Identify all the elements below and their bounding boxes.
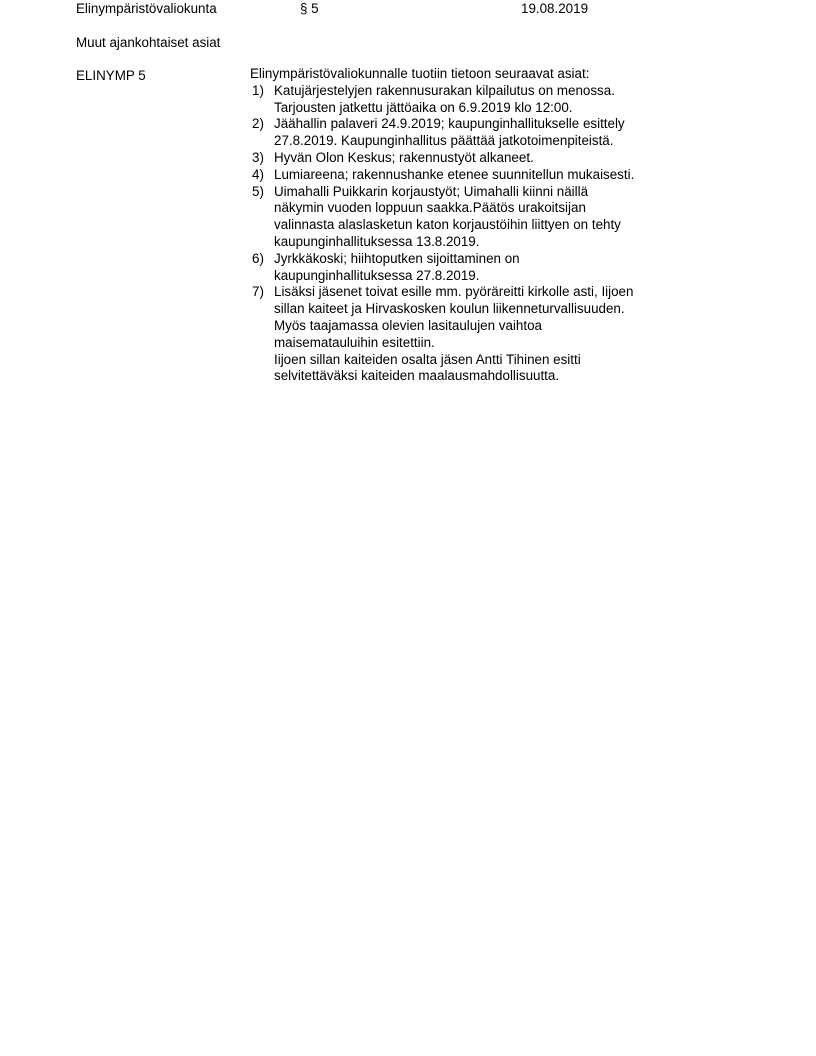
list-item	[250, 83, 690, 117]
numbered-list	[250, 83, 690, 385]
list-item-text: 27.8.2019. Kaupunginhallitus päättää jatkotoimenpiteistä.	[274, 133, 614, 149]
minutes-body	[250, 66, 690, 385]
intro-text: Elinympäristövaliokunnalle tuotiin tietoon seuraavat asiat:	[250, 66, 590, 81]
list-item-text: Jyrkkäkoski; hiihtoputken sijoittaminen on	[274, 250, 520, 266]
list-item	[250, 184, 690, 251]
list-item-number: 4)	[252, 166, 264, 182]
list-item-number: 6)	[252, 250, 264, 266]
list-item-text: Tarjousten jatkettu jättöaika on 6.9.2019 klo 12:00.	[274, 99, 573, 115]
list-item	[250, 167, 690, 184]
section-number: § 5	[300, 1, 319, 16]
list-item-text: Iijoen sillan kaiteiden osalta jäsen Antti Tihinen esitti	[274, 351, 581, 367]
list-item	[250, 150, 690, 167]
list-item-number: 3)	[252, 149, 264, 165]
meeting-date: 19.08.2019	[521, 1, 589, 16]
case-id: ELINYMP 5	[76, 68, 146, 83]
list-item-text: Uimahalli Puikkarin korjaustyöt; Uimahalli kiinni näillä	[274, 183, 589, 199]
list-item-number: 2)	[252, 116, 264, 132]
list-item-text: näkymin vuoden loppuun saakka.Päätös urakoitsijan	[274, 200, 586, 216]
list-item	[250, 116, 690, 150]
list-item-text: Hyvän Olon Keskus; rakennustyöt alkaneet.	[274, 149, 534, 165]
list-item-number: 5)	[252, 183, 264, 199]
list-item	[250, 251, 690, 285]
section-title: Muut ajankohtaiset asiat	[76, 35, 221, 50]
list-item-text: maisematauluihin esitettiin.	[274, 334, 435, 350]
list-item-text: Lisäksi jäsenet toivat esille mm. pyöräreitti kirkolle asti, Iijoen	[274, 284, 634, 300]
list-item-text: valinnasta alaslasketun katon korjaustöihin liittyen on tehty	[274, 217, 621, 233]
list-item-text: Lumiareena; rakennushanke etenee suunnitellun mukaisesti.	[274, 166, 635, 182]
list-item-text: sillan kaiteet ja Hirvaskosken koulun liikenneturvallisuuden.	[274, 301, 625, 317]
committee-name: Elinympäristövaliokunta	[76, 1, 217, 16]
list-item-text: kaupunginhallituksessa 27.8.2019.	[274, 267, 480, 283]
list-item-text: Myös taajamassa olevien lasitaulujen vaihtoa	[274, 317, 542, 333]
list-item-text: Jäähallin palaveri 24.9.2019; kaupunginhallitukselle esittely	[274, 116, 625, 132]
list-item-number: 1)	[252, 82, 264, 98]
list-item-text: kaupunginhallituksessa 13.8.2019.	[274, 233, 480, 249]
list-item-text: Katujärjestelyjen rakennusurakan kilpailutus on menossa.	[274, 82, 615, 98]
list-item	[250, 284, 690, 385]
list-item-number: 7)	[252, 284, 264, 300]
list-item-text: selvitettäväksi kaiteiden maalausmahdollisuutta.	[274, 368, 560, 384]
